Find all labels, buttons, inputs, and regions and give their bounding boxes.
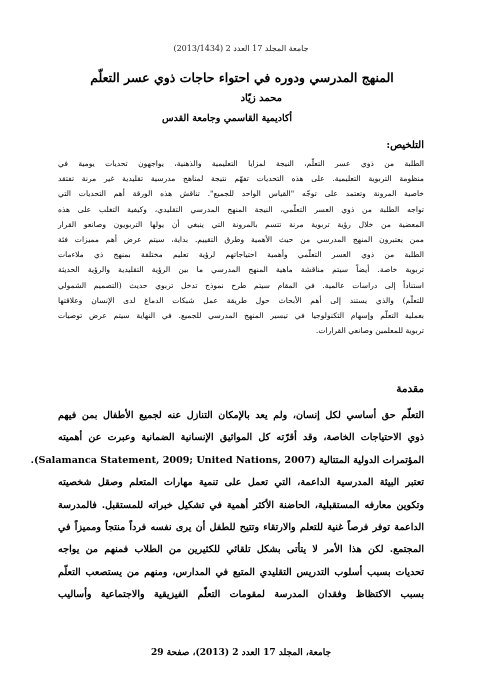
abstract-line: تواجه الطلبة من ذوي العسر التعلّمي، النيجة المنهج المدرسي التقليدي، وكيفية التغلب على هذه: [58, 204, 424, 214]
introduction-body: [30, 405, 424, 607]
abstract-line: الطلبة من ذوي عسر التعلّم، النيجة لمزايا التعليمية والذهنية، يواجهون تحديات يومية في: [58, 159, 424, 168]
journal-header: جامعة المجلد 17 العدد 2 (2013/1434): [173, 44, 309, 53]
body-line: بسبب الاكتظاظ وفقدان المدرسة لمقومات التعلّم الفيزيقية والاجتماعية وأساليب: [58, 589, 424, 601]
body-line: المؤتمرات الدولية المتتالية (Salamanca Statement, 2009; United Nations, 2007).: [30, 454, 424, 466]
abstract-line: منظومة التربوية التعليمية. على هذه التحديات تفهّم نتيجة لمناهج مدرسية تقليدية غير مرنة تفتقد: [58, 174, 424, 184]
article-title: المنهج المدرسي ودوره في احتواء حاجات ذوي عسر التعلّم: [90, 70, 394, 85]
body-line: التعلّم حق أساسي لكل إنسان، ولم يعد بالإمكان التنازل عنه لجميع الأطفال بمن فيهم: [58, 410, 424, 421]
abstract-line: تربوية للمعلمين وصانعي القرارات.: [315, 326, 424, 336]
abstract-line: بعملية التعلّم وإسهام التكنولوجيا في تيسير المنهج المدرسي للجميع. في النهاية سيتم عرض توصيات: [58, 310, 424, 320]
body-line: ذوي الاحتياجات الخاصة، وقد أقرّته كل المواثيق الإنسانية الضمانية وعبرت عن أهميته: [58, 432, 424, 444]
body-line: الداعمة توفر فرصاً غنية للتعلم والارتقاء وتتيح للطفل أن يرى نفسه فرداً منتجاً ومميزاً في: [58, 521, 424, 533]
abstract-body: [58, 156, 424, 338]
abstract-line: خاصية المرونة وتعتمد على توجّه "القياس الواحد للجميع". تناقش هذه الورقة أهم التحديات التي: [58, 189, 424, 199]
author-affiliation: أكاديمية القاسمي وجامعة القدس: [162, 113, 292, 124]
abstract-line: الطلبة من ذوي العسر التعلّمي وأهمية احتياجاتهم لرؤية تعليم مختلفة بمنهج ذي ملاءمات: [58, 250, 424, 260]
abstract-line: استناداً إلى دراسات عالمية. في المقام سيتم طرح نموذج تدخل تربوي حديث (التصميم الشمولي: [58, 280, 424, 290]
page-footer: جامعة، المجلد 17 العدد 2 (2013)، صفحة 29: [150, 648, 332, 658]
body-line: وتكوين معارفه المستقبلية، الحاضنة الأكثر أهمية في تشكيل خبراته للمستقبل. فالمدرسة: [58, 499, 424, 511]
body-line: تحديات بسبب أسلوب التدريس التقليدي المتبع في المدارس، ومنهم من يستصعب التعلّم: [58, 566, 424, 578]
abstract-line: تربوية خاصة. أيضاً سيتم مناقشة ماهية المنهج المدرسي ما بين الرؤية التقليدية والرؤية الحديثة: [58, 265, 424, 275]
author-name: محمد زيّاد: [240, 93, 282, 104]
body-line: تعتبر البيئة المدرسية الداعمة، التي تعمل على تنمية مهارات المتعلم وصقل شخصيته: [58, 477, 424, 489]
abstract-line: للتعلّم) والذي يستند إلى أهم الأبحاث حول طريقة عمل شبكات الدماغ لدى الإنسان وعلاقتها: [58, 295, 424, 305]
body-line: المجتمع. لكن هذا الأمر لا يتأتى بشكل تلقائي للكثيرين من الطلاب فمنهم من يواجه: [58, 544, 424, 556]
introduction-heading: مقدمة: [396, 383, 424, 395]
abstract-heading: التلخيص:: [386, 140, 424, 151]
abstract-line: المعضية من خلال رؤية تربوية مرنة تتسم بالمرونة التي ينبغي أن يولها التربويون وصانعو القرار: [58, 219, 424, 229]
abstract-line: ممن يعتبرون المنهج المدرسي من حيث الأهمية وطرق التقييم. بداية، سيتم عرض أهم مميزات فئة: [58, 234, 424, 244]
